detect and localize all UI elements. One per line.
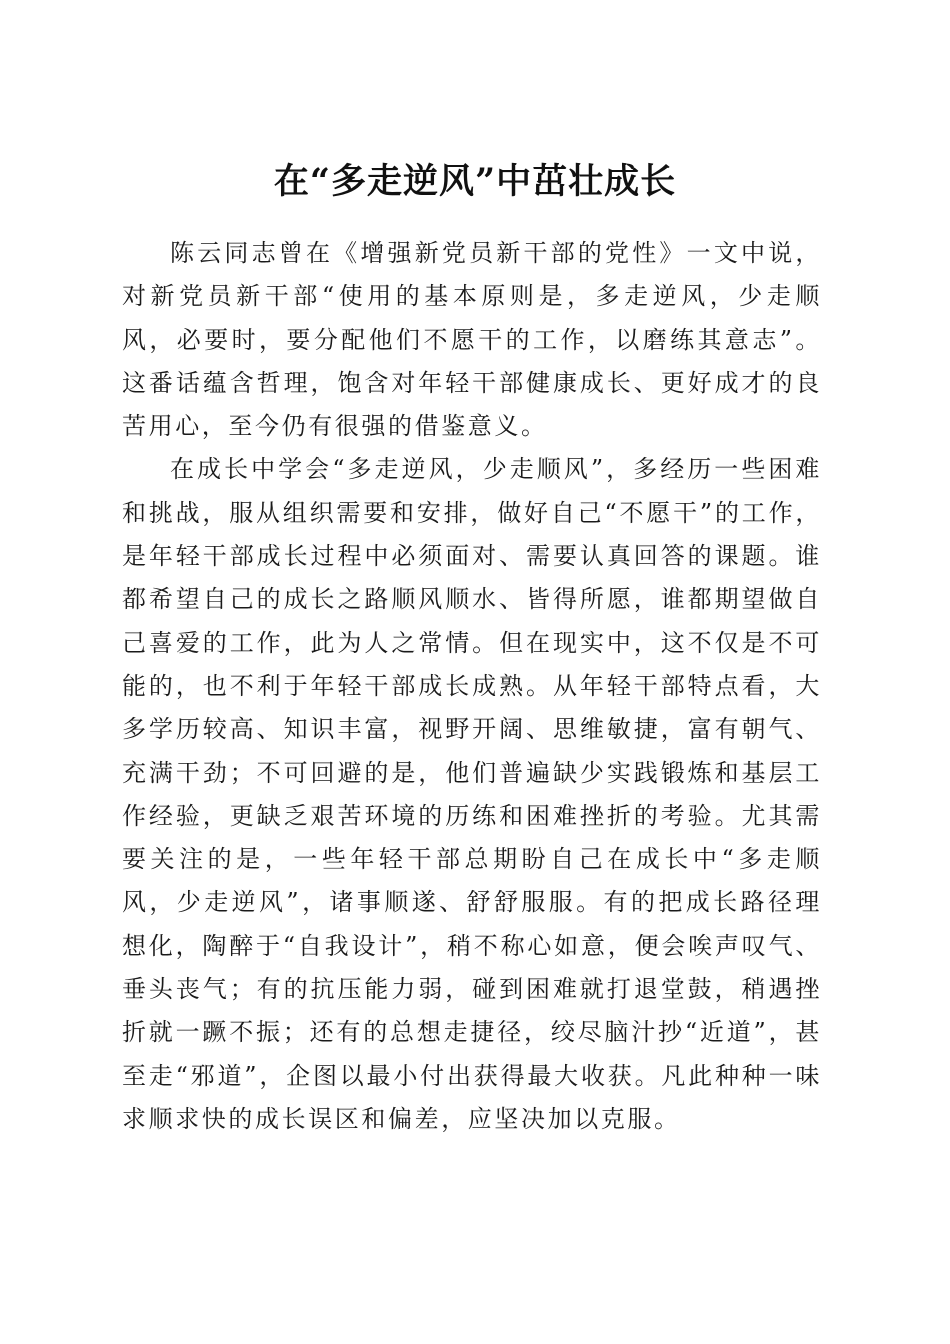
article-title: 在“多走逆风”中茁壮成长 (273, 161, 677, 203)
paragraph-2: 在成长中学会“多走逆风，少走顺风”，多经历一些困难和挑战，服从组织需要和安排，做好自己“不愿干”的工作，是年轻干部成长过程中必须面对、需要认真回答的课题。谁都希望自己的成长之路顺风顺水、皆得所愿，谁都期望做自己喜爱的工作，此为人之常情。但在现实中，这不仅是不可能的，也不利于年轻干部成长成熟。从年轻干部特点看，大多学历较高、知识丰富，视野开阔、思维敏捷，富有朝气、充满干劲；不可回避的是，他们普遍缺少实践锻炼和基层工作经验，更缺乏艰苦环境的历练和困难挫折的考验。尤其需要关注的是，一些年轻干部总期盼自己在成长中“多走顺风，少走逆风”，诸事顺遂、舒舒服服。有的把成长路径理想化，陶醉于“自我设计”，稍不称心如意，便会唉声叹气、垂头丧气；有的抗压能力弱，碰到困难就打退堂鼓，稍遇挫折就一蹶不振；还有的总想走捷径，绞尽脑汁抄“近道”，甚至走“邪道”，企图以最小付出获得最大收获。凡此种种一味求顺求快的成长误区和偏差，应坚决加以克服。 (122, 455, 822, 1133)
paragraph-1: 陈云同志曾在《增强新党员新干部的党性》一文中说，对新党员新干部“使用的基本原则是，多走逆风，少走顺风，必要时，要分配他们不愿干的工作，以磨练其意志”。这番话蕴含哲理，饱含对年轻干部健康成长、更好成才的良苦用心，至今仍有很强的借鉴意义。 (122, 239, 822, 441)
article-body (122, 232, 822, 1141)
